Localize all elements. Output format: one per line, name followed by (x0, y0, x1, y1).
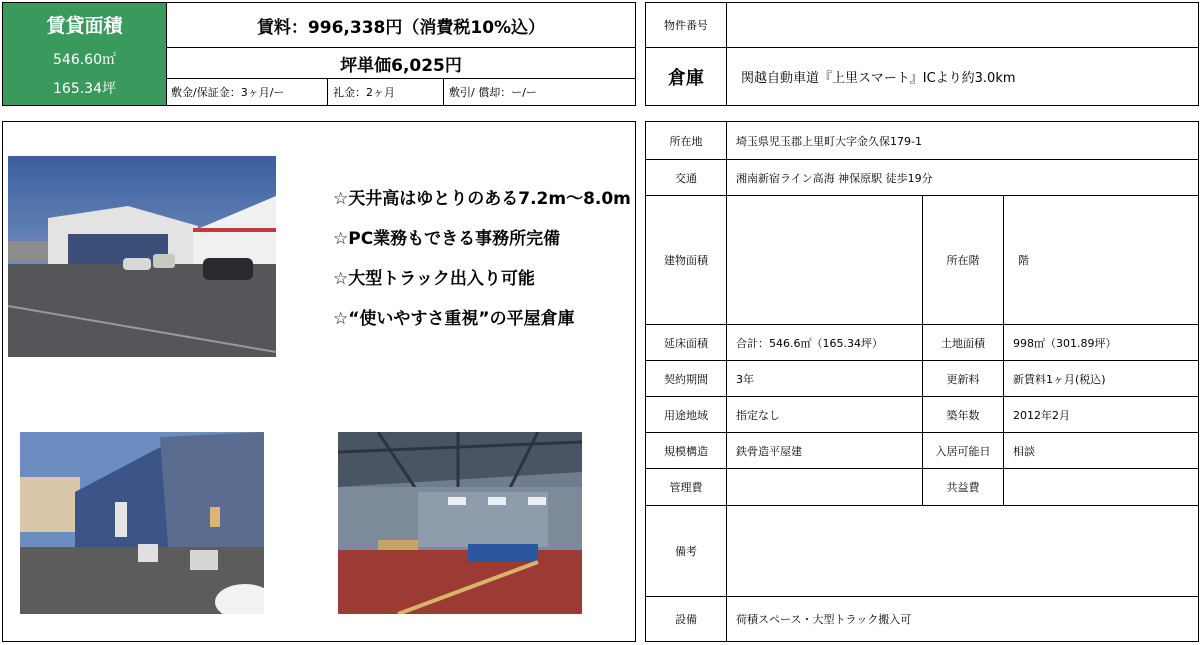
feature-2: ☆PC業務もできる事務所完備 (333, 229, 561, 249)
rent-price: 賃料：996,338円（消費税10%込） (256, 17, 546, 38)
feature-1: ☆天井高はゆとりのある7.2m～8.0m (333, 189, 631, 209)
contract-label: 契約期間 (664, 372, 708, 386)
facilities-value: 荷積スペース・大型トラック搬入可 (736, 613, 912, 626)
rent-summary (166, 2, 636, 106)
built-value: 2012年2月 (1013, 408, 1070, 422)
land-area-label: 土地面積 (941, 336, 985, 350)
common-fee-label: 共益費 (946, 481, 980, 494)
built-label: 築年数 (946, 408, 980, 422)
key-money: 礼金：2ヶ月 (333, 86, 395, 99)
floor-value: 階 (1018, 254, 1029, 267)
zoning-label: 用途地域 (664, 408, 708, 422)
location-label: 所在地 (669, 134, 703, 148)
building-area-value (727, 196, 922, 324)
location-value: 埼玉県児玉郡上里町大字金久保179-1 (736, 134, 922, 148)
renewal-label: 更新料 (946, 372, 980, 386)
property-no-label: 物件番号 (664, 19, 708, 32)
feature-3: ☆大型トラック出入り可能 (333, 269, 535, 289)
property-no-value (727, 3, 1197, 47)
renewal-value: 新賃料1ヶ月(税込) (1013, 372, 1106, 386)
move-in-value: 相談 (1013, 444, 1035, 458)
common-fee-value (1004, 469, 1197, 505)
area-tsubo: 165.34坪 (53, 81, 116, 97)
structure-label: 規模構造 (664, 444, 708, 458)
property-header (645, 2, 1199, 106)
transport-value: 湘南新宿ライン高海 神保原駅 徒歩19分 (736, 171, 933, 185)
floor-label: 所在階 (946, 254, 980, 267)
remarks-value (727, 506, 1197, 596)
structure-value: 鉄骨造平屋建 (736, 444, 802, 458)
land-area-value: 998㎡（301.89坪） (1013, 336, 1117, 350)
feature-4: ☆“使いやすさ重視”の平屋倉庫 (333, 309, 575, 329)
mgmt-fee-value (727, 469, 922, 505)
amortization: 敷引/ 償却：ー/ー (449, 86, 537, 99)
area-m2: 546.60㎡ (53, 52, 116, 68)
transport-label: 交通 (675, 171, 697, 185)
mgmt-fee-label: 管理費 (669, 481, 703, 494)
total-floor-label: 延床面積 (664, 336, 708, 350)
zoning-value: 指定なし (736, 408, 780, 422)
area-summary (2, 2, 167, 106)
exterior-photo (8, 156, 276, 357)
property-info-table (645, 121, 1199, 642)
warehouse-interior-photo (338, 432, 582, 614)
office-photo (20, 432, 264, 614)
access-note: 関越自動車道『上里スマート』ICより約3.0km (741, 71, 1016, 86)
deposit: 敷金/保証金：3ヶ月/ー (171, 86, 285, 99)
remarks-label: 備考 (675, 545, 697, 558)
area-title: 賃貸面積 (46, 15, 123, 37)
total-floor-value: 合計：546.6㎡（165.34坪） (736, 336, 883, 350)
property-type: 倉庫 (668, 67, 704, 89)
unit-price: 坪単価6,025円 (340, 55, 462, 76)
move-in-label: 入居可能日 (935, 444, 991, 458)
contract-value: 3年 (736, 372, 754, 386)
photo-panel (2, 121, 636, 642)
facilities-label: 設備 (675, 613, 697, 626)
building-area-label: 建物面積 (664, 254, 708, 267)
